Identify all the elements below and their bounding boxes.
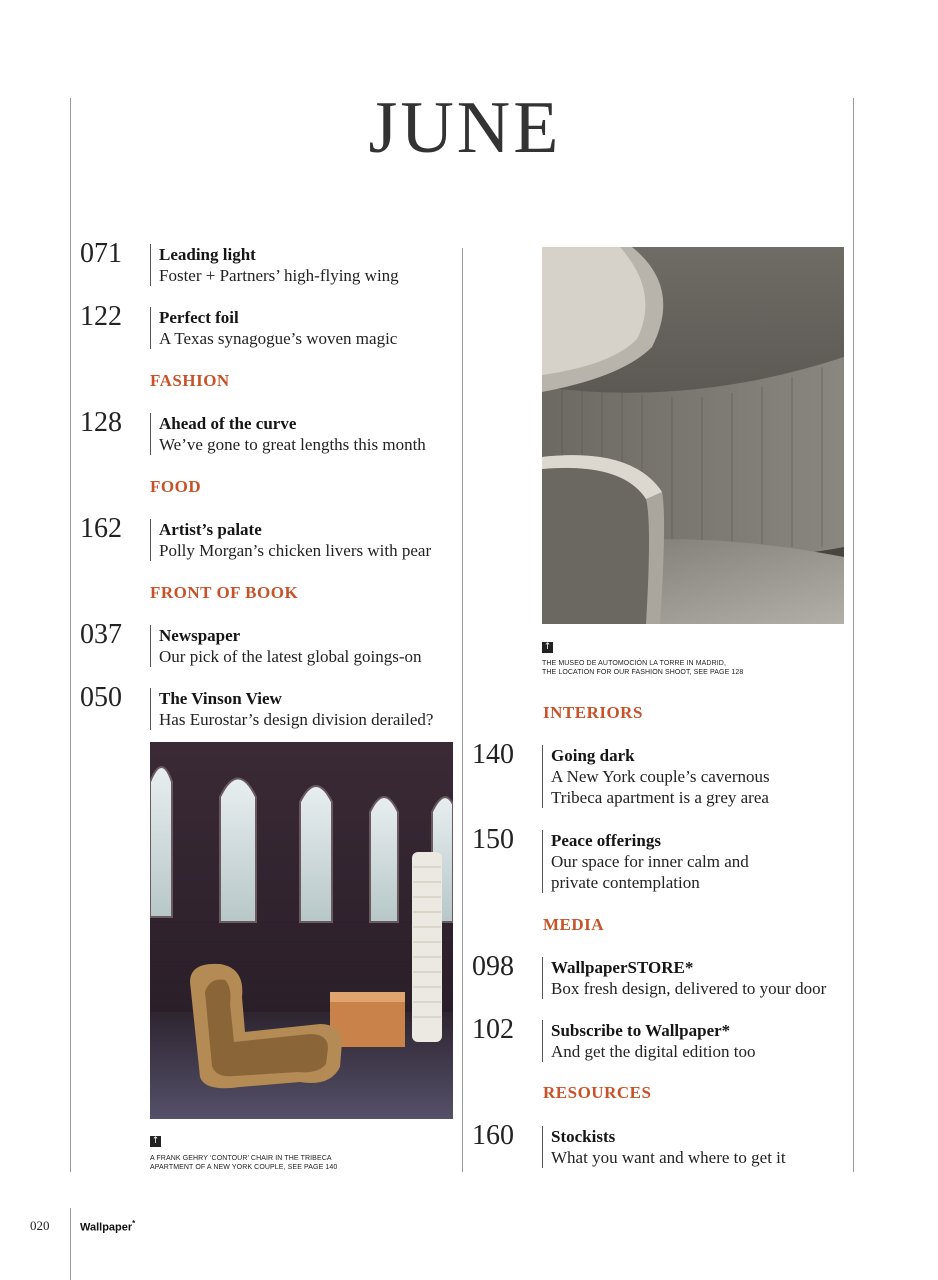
entry-headline: Ahead of the curve	[159, 414, 297, 433]
brand-logo	[80, 1219, 135, 1234]
caption-line: THE MUSEO DE AUTOMOCIÓN LA TORRE IN MADRID,	[542, 660, 726, 667]
entry-description: And get the digital edition too	[551, 1042, 756, 1061]
folio-page-number: 020	[30, 1218, 50, 1233]
arrow-up-icon: ↑	[151, 1136, 160, 1146]
entry-text	[150, 307, 397, 349]
brand-name: Wallpaper	[80, 1221, 133, 1234]
section-heading-resources: RESOURCES	[543, 1083, 652, 1102]
page-title: JUNE	[368, 87, 562, 169]
section-heading-fashion: FASHION	[150, 371, 230, 390]
entry-text	[542, 745, 770, 808]
gehry-chair-photo	[150, 742, 453, 1119]
entry-description: Tribeca apartment is a grey area	[551, 788, 769, 807]
entry-headline: Leading light	[159, 245, 256, 264]
page-number: 050	[80, 682, 122, 713]
caption-line: A FRANK GEHRY ‘CONTOUR’ CHAIR IN THE TRIBECA	[150, 1155, 332, 1162]
entry-description: Box fresh design, delivered to your door	[551, 979, 827, 998]
footer-rule	[70, 1208, 71, 1280]
entry-headline: Newspaper	[159, 626, 241, 645]
page-number: 037	[80, 619, 122, 650]
page-number: 150	[472, 824, 514, 855]
page-number: 160	[472, 1120, 514, 1151]
caption-line: APARTMENT OF A NEW YORK COUPLE, SEE PAGE 140	[150, 1164, 338, 1171]
left-margin-rule	[70, 98, 71, 1172]
section-heading-media: MEDIA	[543, 915, 605, 934]
page-number: 071	[80, 238, 122, 269]
entry-description: We’ve gone to great lengths this month	[159, 435, 426, 454]
entry-headline: WallpaperSTORE*	[551, 958, 694, 977]
entry-text	[150, 413, 426, 455]
entry-headline: Perfect foil	[159, 308, 239, 327]
brand-asterisk: *	[132, 1219, 136, 1228]
entry-description: Our space for inner calm and	[551, 852, 749, 871]
section-heading-food: FOOD	[150, 477, 202, 496]
entry-headline: Peace offerings	[551, 831, 661, 850]
entry-text	[150, 688, 433, 730]
museo-photo-caption	[542, 659, 743, 677]
gehry-photo-caption	[150, 1154, 337, 1172]
entry-text	[150, 625, 422, 667]
entry-headline: Going dark	[551, 746, 635, 765]
entry-description: What you want and where to get it	[551, 1148, 786, 1167]
entry-headline: Artist’s palate	[159, 520, 262, 539]
page-number: 128	[80, 407, 122, 438]
entry-description: A Texas synagogue’s woven magic	[159, 329, 398, 348]
entry-description: Polly Morgan’s chicken livers with pear	[159, 541, 432, 560]
entry-headline: Subscribe to Wallpaper*	[551, 1021, 731, 1040]
page-number: 098	[472, 951, 514, 982]
section-heading-front-of-book: FRONT OF BOOK	[150, 583, 299, 602]
entry-description: Our pick of the latest global goings-on	[159, 647, 422, 666]
page-number: 162	[80, 513, 122, 544]
section-heading-interiors: INTERIORS	[543, 703, 643, 722]
entry-headline: Stockists	[551, 1127, 616, 1146]
entry-description: private contemplation	[551, 873, 700, 892]
entry-text	[542, 957, 826, 999]
entry-text	[542, 1020, 755, 1062]
entry-text	[542, 830, 749, 893]
center-column-rule	[462, 248, 463, 1172]
entry-description: Foster + Partners’ high-flying wing	[159, 266, 399, 285]
caption-line: THE LOCATION FOR OUR FASHION SHOOT, SEE PAGE 128	[542, 669, 744, 676]
entry-text	[542, 1126, 786, 1168]
entry-description: Has Eurostar’s design division derailed?	[159, 710, 434, 729]
page-number: 102	[472, 1014, 514, 1045]
entry-text	[150, 519, 431, 561]
right-margin-rule	[853, 98, 854, 1172]
museo-photo	[542, 247, 844, 624]
entry-text	[150, 244, 399, 286]
arrow-up-icon: ↑	[543, 642, 552, 652]
page-number: 122	[80, 301, 122, 332]
entry-description: A New York couple’s cavernous	[551, 767, 770, 786]
entry-headline: The Vinson View	[159, 689, 282, 708]
page-number: 140	[472, 739, 514, 770]
